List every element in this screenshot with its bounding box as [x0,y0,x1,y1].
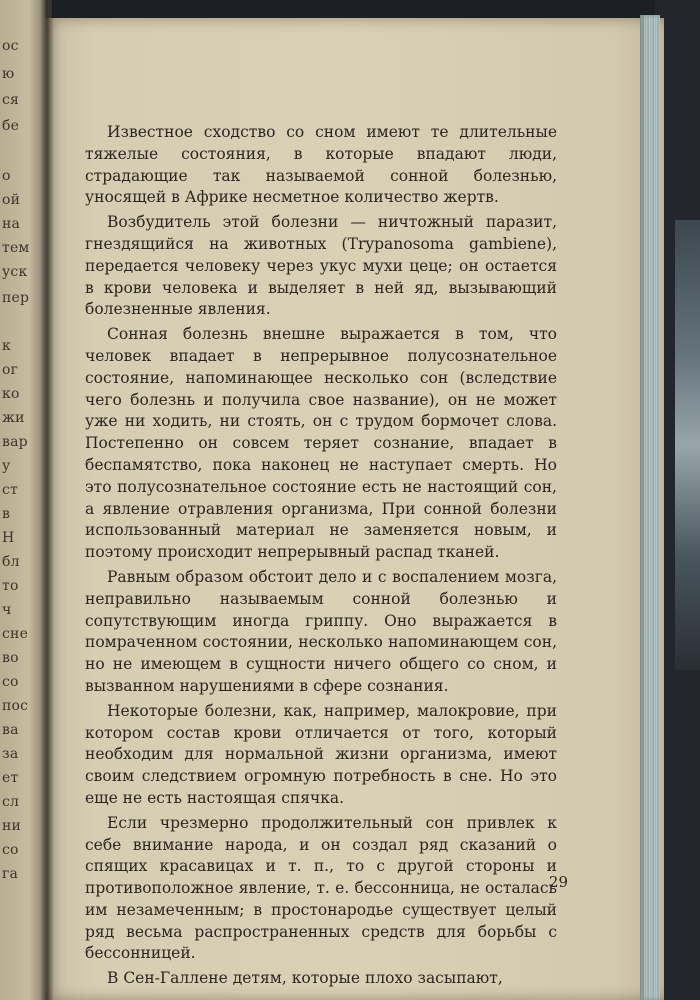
page-number: 29 [548,873,568,891]
left-page-fragment: на [2,216,21,232]
left-page-fragment: пер [2,290,30,306]
page-stack-edge [640,15,660,1000]
paragraph: Если чрезмерно продолжительный сон привлек к себе внимание народа, и он создал ряд сказаний о спящих красавицах и т. п., то с другой стороны и противоположное явление, т. е. бессонница, не осталась им незамеченным; в простонародье существует целый ряд весьма распространенных средств для борьбы с бессонницей. [85,813,557,963]
left-page-fragment: ос [2,38,19,54]
paragraph: Известное сходство со сном имеют те длительные тяжелые состояния, в которые впадают люди, страдающие так называемой сонной болезнью, уносящей в Африке несметное количество жертв. [85,123,557,207]
left-page-fragment: ог [2,362,19,378]
left-page-fragment: сне [2,626,29,642]
left-page-fragment: ва [2,722,19,738]
left-page-fragment: ет [2,770,19,786]
paragraph: Равным образом обстоит дело и с воспалением мозга, неправильно называемым сонной болезнью и сопутствующим иногда гриппу. Оно выражается в помраченном состоянии, несколько напоминающем сон, но не имеющем в сущности ничего общего со сном, и вызванном нарушениями в сфере сознания. [85,567,557,695]
paragraph: В Сен-Галлене детям, которые плохо засыпают, [107,969,503,988]
paragraph: Сонная болезнь внешне выражается в том, что человек впадает в непрерывное полусознательное состояние, напоминающее несколько сон (вследствие чего болезнь и получила свое название), он не может уже ни ходить, ни стоять, он с трудом бормочет слова. Постепенно он совсем теряет сознание, впадает в беспамятство, пока наконец не наступает смерть. Но это полусознательное состояние есть не настоящий сон, а явление отравления организма, При сонной болезни использованный материал не заменяется новым, и поэтому происходит непрерывный распад тканей. [85,325,557,562]
cover-strip [675,220,700,670]
left-page-fragment: ся [2,92,20,108]
left-page-fragment: то [2,578,19,594]
left-page-fragment: за [2,746,19,762]
left-page-fragment: о [2,168,11,184]
book-gutter [40,0,54,1000]
paragraph: Некоторые болезни, как, например, малокровие, при котором состав крови отличается от того, который необходим для нормальной жизни организма, имеют своим следствием огромную потребность в сне. Но это еще не есть настоящая спячка. [85,701,557,807]
left-page-fragment: вар [2,434,28,450]
page-text [85,122,557,990]
paragraph: Возбудитель этой болезни — ничтожный паразит, гнездящийся на животных (Trypanosoma gambiene), передается человеку через укус мухи цеце; он остается в крови человека и выделяет в ней яд, вызывающий болезненные явления. [85,213,557,319]
left-page-fragment: уск [2,264,28,280]
left-page-fragment: ни [2,818,22,834]
left-page-fragment: Н [2,530,15,546]
left-page-fragment: ой [2,192,21,208]
left-page-fragment: тем [2,240,30,256]
left-page-fragment: ко [2,386,20,402]
left-page-fragment: га [2,866,19,882]
left-page-fragment: в [2,506,11,522]
left-page-fragment: пос [2,698,29,714]
left-page-fragment: во [2,650,19,666]
left-page-fragment: бл [2,554,20,570]
left-page-fragment: к [2,338,11,354]
left-page-fragment: сл [2,794,20,810]
left-page-fragment: ю [2,66,15,82]
left-page-fragment: ст [2,482,18,498]
left-page-fragment: ч [2,602,12,618]
left-page-fragment: бе [2,118,20,134]
left-page-fragment: у [2,458,11,474]
left-page-fragment: со [2,674,19,690]
left-page-fragment: со [2,842,19,858]
left-page-fragment: жи [2,410,25,426]
